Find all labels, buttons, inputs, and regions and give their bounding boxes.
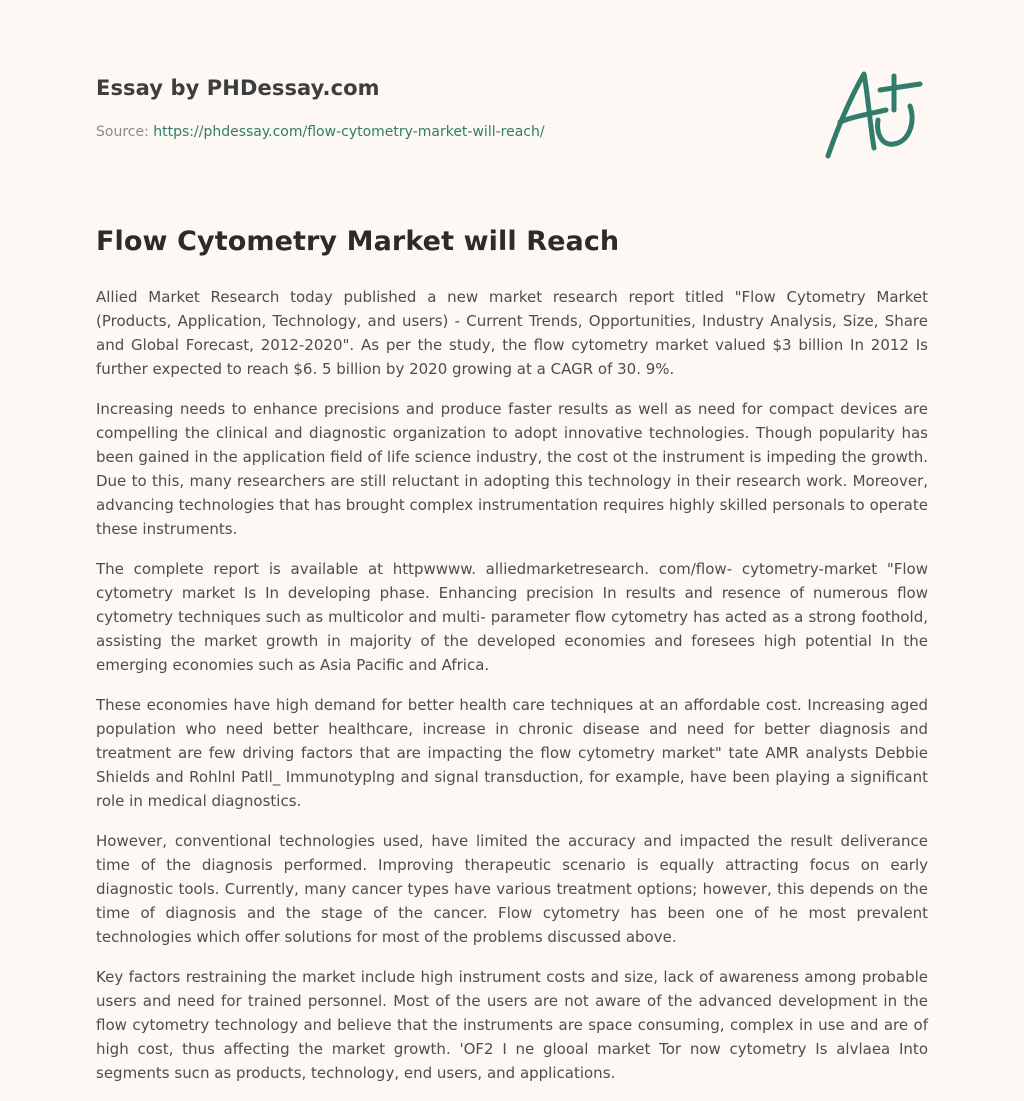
source-line [96, 124, 545, 140]
essay-paragraph: Key factors restraining the market include high instrument costs and size, lack of awareness among probable users and need for trained personnel. Most of the users are not aware of the advanced development in the flow cytometry technology and believe that the instruments are space consuming, complex in use and are of high cost, thus affecting the market growth. 'OF2 I ne glooal market Tor now cytometry Is alvlaea Into segments sucn as products, technology, end users, and applications. [96, 968, 928, 1082]
essay-title: Flow Cytometry Market will Reach [96, 226, 620, 257]
essay-paragraph: These economies have high demand for better health care techniques at an affordable cost. Increasing aged population who need better healthcare, increase in chronic disease and need for better diagnosis and treatment are few driving factors that are impacting the flow cytometry market" tate AMR analysts Debbie Shields and Rohlnl Patll_ Immunotyplng and signal transduction, for example, have been playing a significant role in medical diagnostics. [96, 696, 928, 810]
essay-paragraph: However, conventional technologies used, have limited the accuracy and impacted the result deliverance time of the diagnosis performed. Improving therapeutic scenario is equally attracting focus on early diagnostic tools. Currently, many cancer types have various treatment options; however, this depends on the time of diagnosis and the stage of the cancer. Flow cytometry has been one of he most prevalent technologies which offer solutions for most of the problems discussed above. [96, 832, 928, 946]
source-label: Source: [96, 124, 154, 140]
page-header [96, 76, 928, 176]
source-link[interactable]: https://phdessay.com/flow-cytometry-market-will-reach/ [153, 124, 545, 140]
site-brand: Essay by PHDessay.com [96, 76, 380, 100]
essay-paragraph: Increasing needs to enhance precisions and produce faster results as well as need for compact devices are compelling the clinical and diagnostic organization to adopt innovative technologies. Though popularity has been gained in the application field of life science industry, the cost ot the instrument is impeding the growth. Due to this, many researchers are still reluctant in adopting this technology in their research work. Moreover, advancing technologies that has brought complex instrumentation requires highly skilled personals to operate these instruments. [96, 400, 928, 538]
essay-paragraph: Allied Market Research today published a new market research report titled "Flow Cytometry Market (Products, Application, Technology, and users) - Current Trends, Opportunities, Industry Analysis, Size, Share and Global Forecast, 2012-2020". As per the study, the flow cytometry market valued $3 billion In 2012 Is further expected to reach $6. 5 billion by 2020 growing at a CAGR of 30. 9%. [96, 288, 928, 378]
essay-paragraph: The complete report is available at httpwwww. alliedmarketresearch. com/flow- cytometry-market "Flow cytometry market Is In developing phase. Enhancing precision In results and resence of numerous flow cytometry techniques such as multicolor and multi- parameter flow cytometry has acted as a strong foothold, assisting the market growth in majority of the developed economies and foresees high potential In the emerging economies such as Asia Pacific and Africa. [96, 560, 928, 674]
a-plus-grade-icon [820, 68, 926, 164]
essay-body [96, 285, 928, 1101]
